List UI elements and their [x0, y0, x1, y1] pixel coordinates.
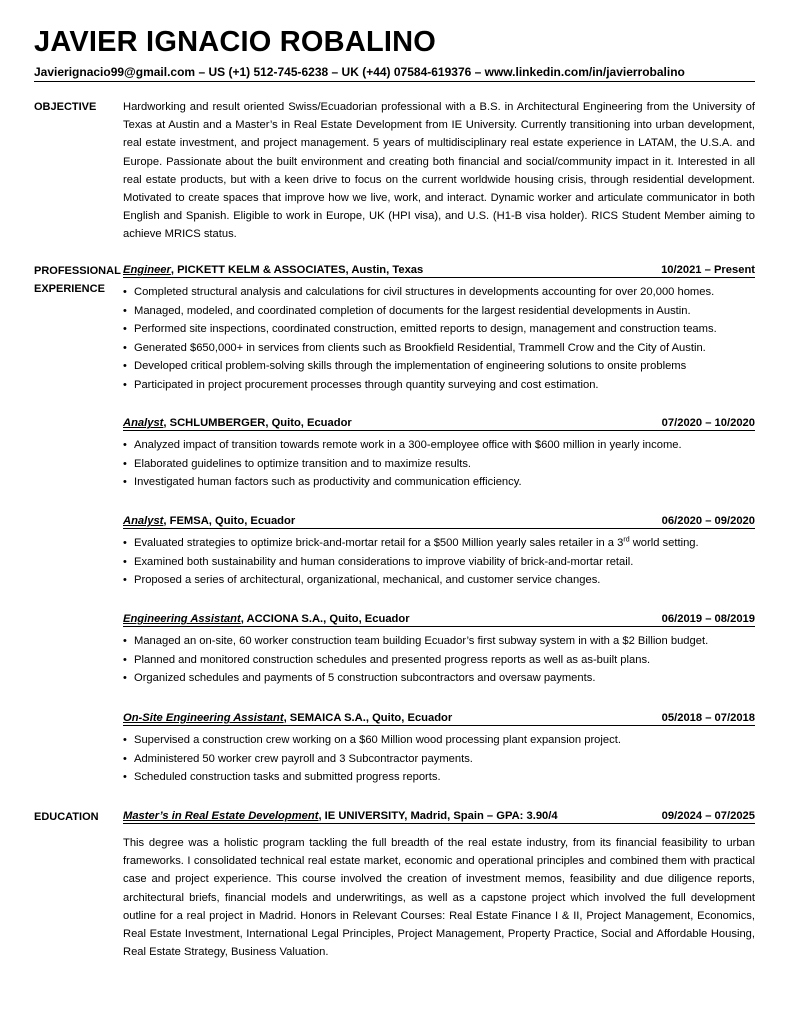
bullet-item: • Generated $650,000+ in services from clients such as Brookfield Residential, Trammell Crow and the City of Austin.: [123, 339, 755, 358]
degree-title: [123, 809, 558, 823]
bullet-item: • Planned and monitored construction schedules and presented progress reports as well as as-built plans.: [123, 651, 755, 670]
job-bullets: [123, 436, 755, 492]
objective-section: [123, 98, 755, 244]
bullet-item: • Investigated human factors such as productivity and communication efficiency.: [123, 473, 755, 492]
bullet-item: • Elaborated guidelines to optimize transition and to maximize results.: [123, 455, 755, 474]
job-dates: 07/2020 – 10/2020: [661, 417, 755, 429]
bullet-item: • Supervised a construction crew working on a $60 Million wood processing plant expansion project.: [123, 731, 755, 750]
job-header: [123, 416, 755, 431]
bullet-item: • Managed an on-site, 60 worker construction team building Ecuador’s first subway system in with a $2 Billion budget.: [123, 632, 755, 651]
job-entry: [123, 711, 755, 787]
job-dates: 05/2018 – 07/2018: [661, 712, 755, 724]
job-org: , FEMSA, Quito, Ecuador: [163, 515, 296, 527]
bullet-item: • Participated in project procurement processes through quantity surveying and cost estimation.: [123, 376, 755, 395]
job-entry: [123, 612, 755, 688]
job-dates: 10/2021 – Present: [661, 264, 755, 276]
job-role: On-Site Engineering Assistant: [123, 712, 284, 724]
job-title: [123, 416, 352, 430]
experience-label-line2: EXPERIENCE: [34, 283, 105, 295]
job-entry: [123, 263, 755, 395]
job-role: Analyst: [123, 515, 164, 527]
job-role: Engineering Assistant: [123, 613, 241, 625]
job-dates: 06/2020 – 09/2020: [661, 515, 755, 527]
job-bullets: [123, 731, 755, 787]
bullet-item: • Scheduled construction tasks and submitted progress reports.: [123, 768, 755, 787]
job-header: [123, 612, 755, 627]
job-header: [123, 263, 755, 278]
bullet-item: • Analyzed impact of transition towards remote work in a 300-employee office with $600 million in yearly income.: [123, 436, 755, 455]
job-role: Analyst: [123, 417, 164, 429]
bullet-text: Evaluated strategies to optimize brick-and-mortar retail for a $500 Million yearly sales retailer in a 3: [134, 537, 624, 549]
candidate-name: JAVIER IGNACIO ROBALINO: [34, 26, 437, 58]
bullet-text-end: world setting.: [629, 537, 699, 549]
education-entry: [123, 809, 755, 961]
job-entry: [123, 416, 755, 492]
bullet-item: • Examined both sustainability and human considerations to improve viability of brick-and-mortar retail.: [123, 553, 755, 572]
job-org: , PICKETT KELM & ASSOCIATES, Austin, Texas: [170, 264, 424, 276]
bullet-item: • Organized schedules and payments of 5 construction subcontractors and oversaw payments.: [123, 669, 755, 688]
job-org: , SCHLUMBERGER, Quito, Ecuador: [163, 417, 352, 429]
objective-label: OBJECTIVE: [34, 101, 97, 113]
bullet-item: • Proposed a series of architectural, organizational, mechanical, and customer service changes.: [123, 571, 755, 590]
experience-label-line1: PROFESSIONAL: [34, 265, 121, 277]
bullet-item: [123, 534, 755, 553]
degree-org: , IE UNIVERSITY, Madrid, Spain – GPA: 3.90/4: [318, 810, 558, 822]
ordinal-suffix: rd: [623, 536, 630, 544]
job-org: , ACCIONA S.A., Quito, Ecuador: [240, 613, 410, 625]
education-text: This degree was a holistic program tackling the full breadth of the real estate industry, from its financial feasibility to urban frameworks. I consolidated technical real estate market, economic and operational principles and combined them with practical case and project experience. This course involved the creation of investment memos, feasibility and due diligence reports, architectural briefs, financial models and underwritings, as well as a capstone project which involved the full development outline for a real project in Madrid. Honors in Relevant Courses: Real Estate Finance I & II, Project Management, Economics, Real Estate Investment, International Legal Principles, Project Management, Property Practice, Social and Affordable Housing, Real Estate Strategy, Business Valuation.: [123, 837, 755, 959]
bullet-item: • Completed structural analysis and calculations for civil structures in developments accounting for over 20,000 homes.: [123, 283, 755, 302]
bullet-item: • Performed site inspections, coordinated construction, emitted reports to design, management and construction teams.: [123, 320, 755, 339]
job-title: [123, 263, 423, 277]
job-title: [123, 514, 295, 528]
job-org: , SEMAICA S.A., Quito, Ecuador: [283, 712, 453, 724]
job-role: Engineer: [123, 264, 171, 276]
job-entry: [123, 514, 755, 590]
bullet-item: • Developed critical problem-solving skills through the implementation of engineering solutions to onsite problems: [123, 357, 755, 376]
job-header: [123, 711, 755, 726]
bullet-item: • Managed, modeled, and coordinated completion of documents for the largest residential developments in Austin.: [123, 302, 755, 321]
objective-text: Hardworking and result oriented Swiss/Ecuadorian professional with a B.S. in Architectural Engineering from the University of Texas at Austin and a Master’s in Real Estate Development from IE University. Currently transitioning into urban development, real estate investment, and project management. 5 years of multidisciplinary real estate experience in LATAM, the U.S.A. and Europe. Passionate about the built environment and creating both financial and social/community impact in it. Interested in all real estate products, but with a keen drive to focus on the current worldwide housing crisis, through residential development. Motivated to create spaces that improve how we live, work, and interact. Dynamic worker and articulate communicator in both English and Spanish. Eligible to work in Europe, UK (HPI visa), and U.S. (H1-B visa holder). RICS Student Member aiming to achieve MRICS status.: [123, 101, 755, 241]
education-label: EDUCATION: [34, 811, 99, 823]
education-header: [123, 809, 755, 824]
job-bullets: [123, 632, 755, 688]
job-title: [123, 612, 410, 626]
job-title: [123, 711, 452, 725]
degree-name: Master’s in Real Estate Development: [123, 810, 319, 822]
education-dates: 09/2024 – 07/2025: [661, 810, 755, 822]
bullet-item: • Administered 50 worker crew payroll and 3 Subcontractor payments.: [123, 750, 755, 769]
job-bullets: [123, 534, 755, 590]
job-dates: 06/2019 – 08/2019: [661, 613, 755, 625]
job-header: [123, 514, 755, 529]
experience-label: [34, 262, 121, 298]
contact-line: Javierignacio99@gmail.com – US (+1) 512-745-6238 – UK (+44) 07584-619376 – www.linkedin.com/in/javierrobalino: [34, 65, 755, 82]
job-bullets: [123, 283, 755, 395]
